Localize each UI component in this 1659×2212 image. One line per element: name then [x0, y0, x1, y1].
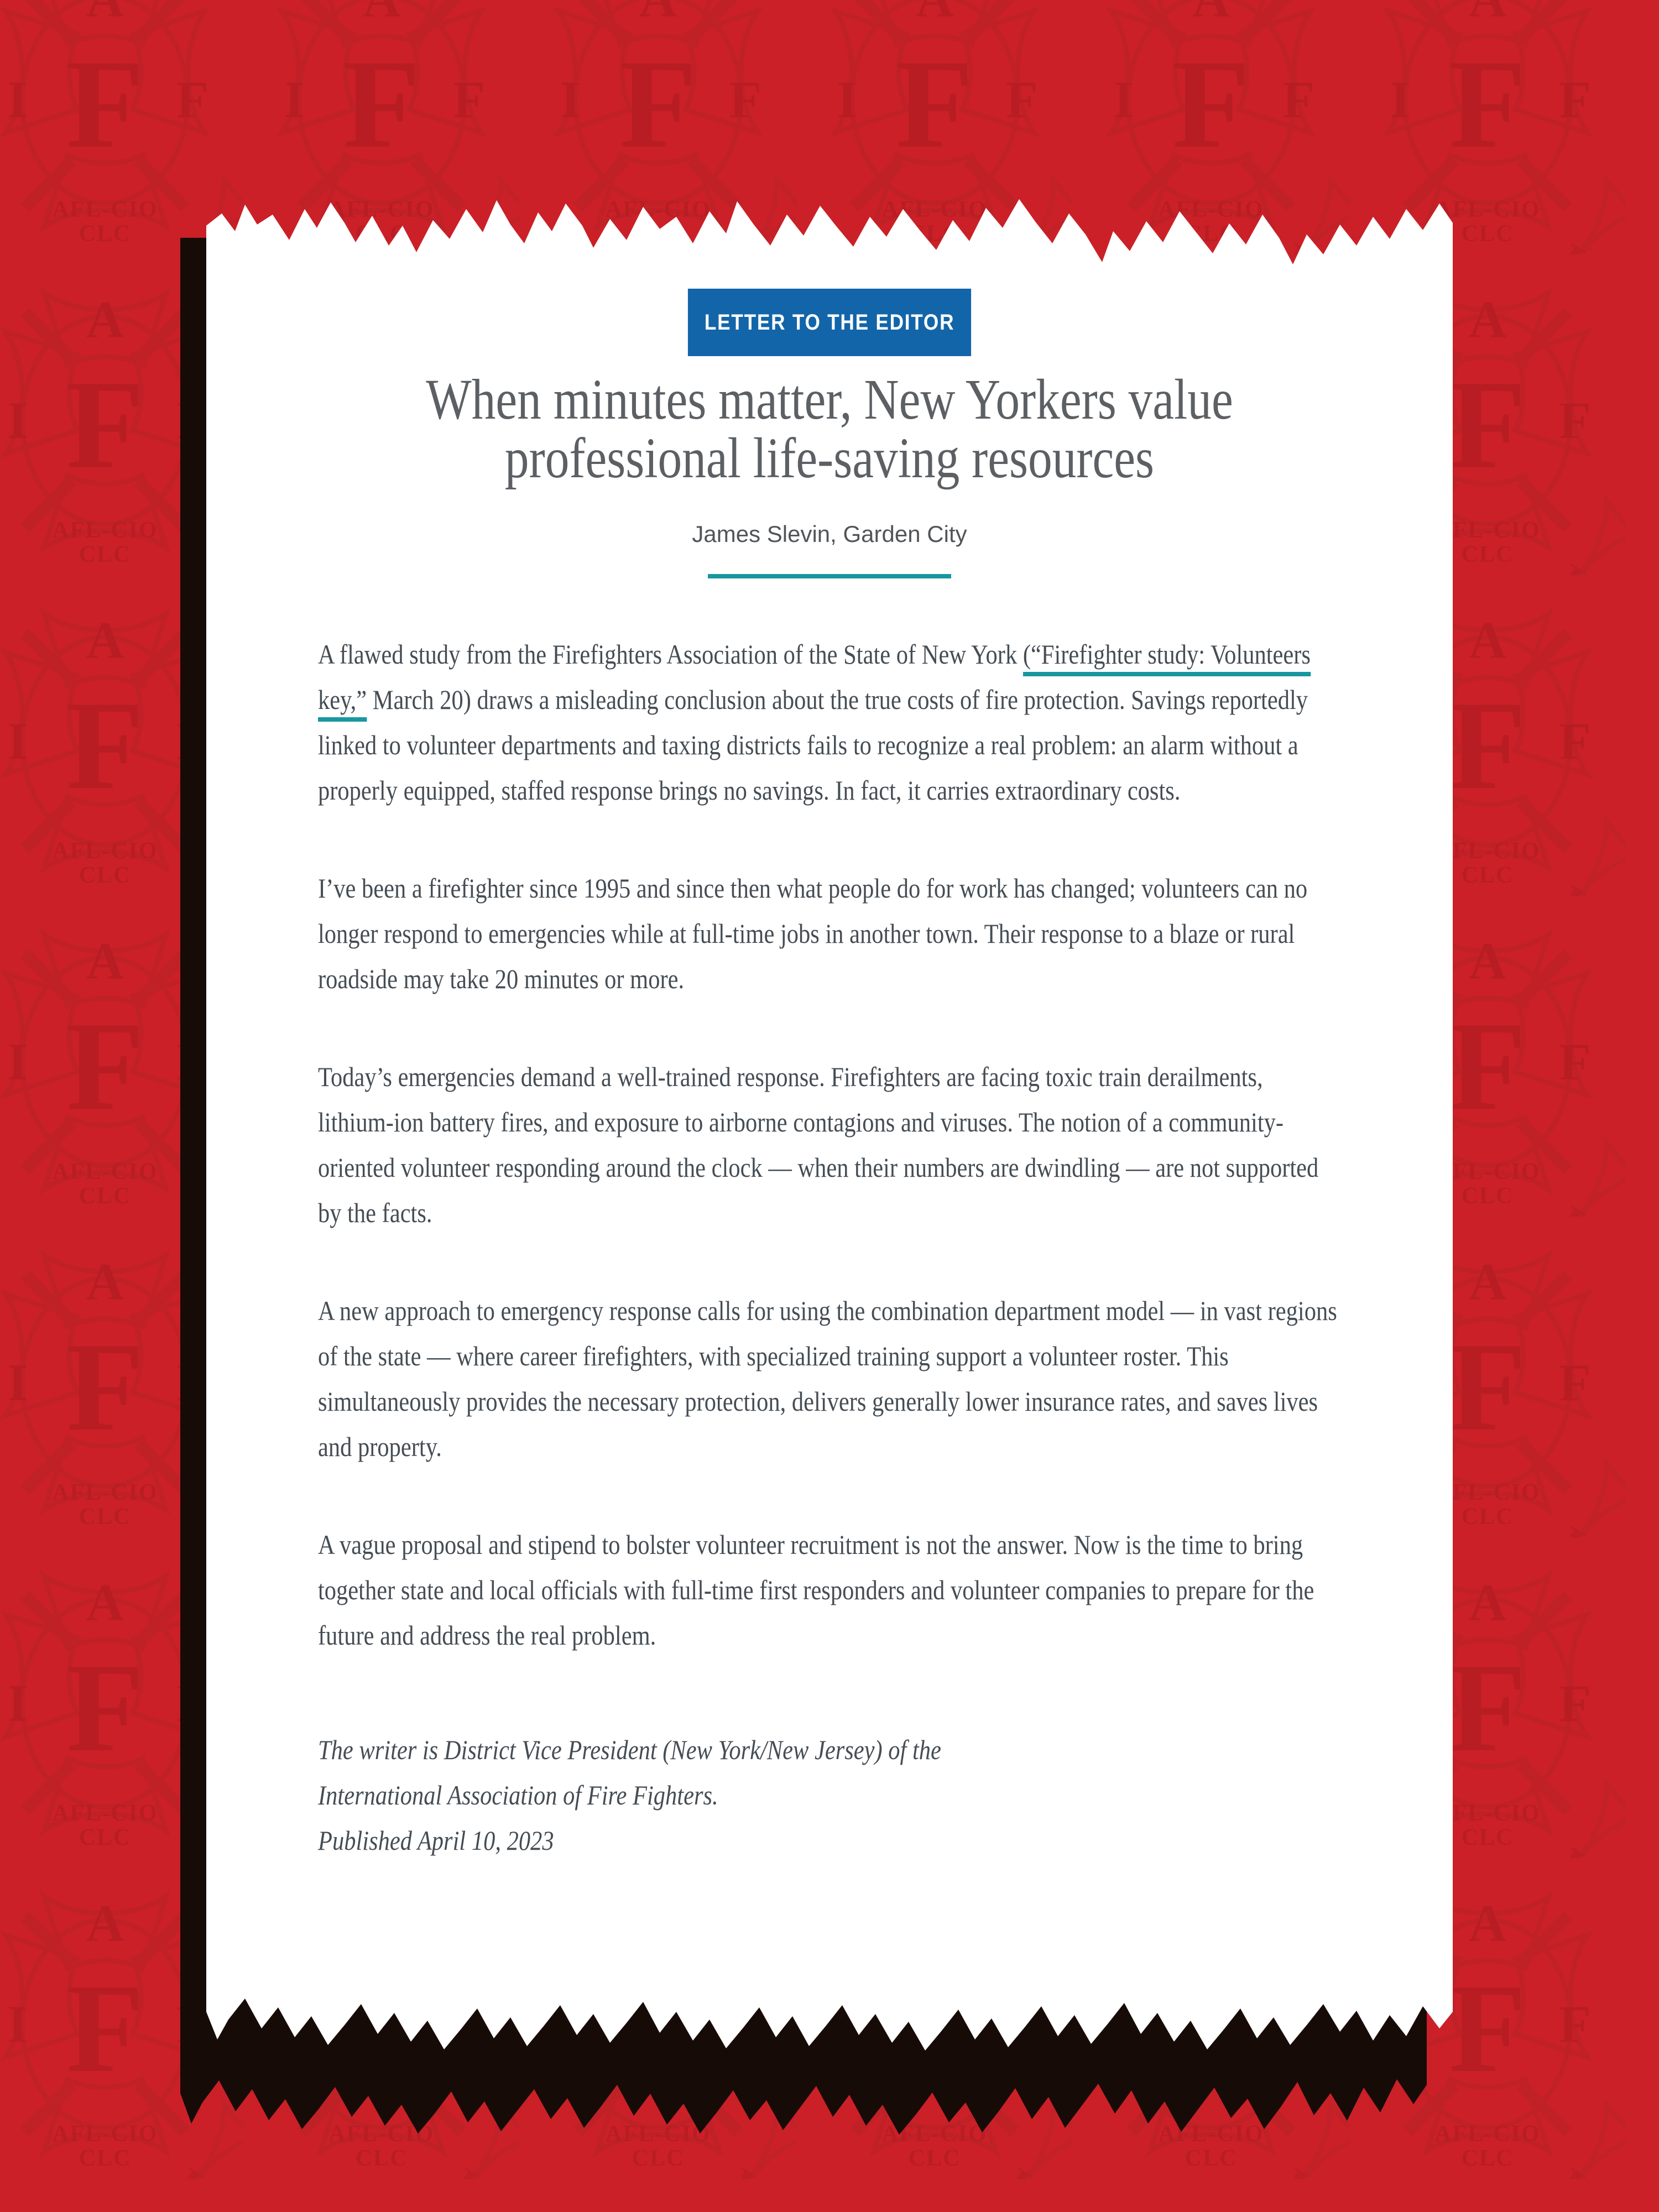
article-paragraph-1 [318, 632, 1340, 813]
firefighter-study-link[interactable]: (“Firefighter study: Volunteers key,” [318, 639, 1311, 722]
letter-to-editor-badge: LETTER TO THE EDITOR [688, 289, 971, 356]
article-body [318, 632, 1340, 1863]
headline-line-2: professional life-saving resources [504, 426, 1155, 490]
paper-shadow-left [180, 238, 208, 2024]
writer-footer-note [318, 1727, 1340, 1818]
article-headline [400, 368, 1259, 490]
footer-note-line-2: International Association of Fire Fighters. [318, 1780, 718, 1811]
article-paragraph-3: Today’s emergencies demand a well-trained response. Firefighters are facing toxic train derailments, lithium-ion battery fires, and exposure to airborne contagions and viruses. The notion of a community-oriented volunteer responding around the clock — when their numbers are dwindling — are not supported by the facts. [318, 1061, 1319, 1228]
clipping-body [206, 267, 1453, 1990]
article-byline: James Slevin, Garden City [692, 521, 967, 547]
torn-top-edge [206, 192, 1453, 267]
footer-note-line-1: The writer is District Vice President (New York/New Jersey) of the [318, 1734, 941, 1765]
byline-divider [708, 574, 951, 578]
newspaper-clipping [206, 192, 1453, 2057]
paragraph-1-text-before-link: A flawed study from the Firefighters Association of the State of New York [318, 639, 1023, 670]
article-paragraph-4: A new approach to emergency response calls for using the combination department model — in vast regions of the state — where career firefighters, with specialized training support a volunteer roster. This simultaneously provides the necessary protection, delivers generally lower insurance rates, and saves lives and property. [318, 1295, 1337, 1462]
article-paragraph-2: I’ve been a firefighter since 1995 and since then what people do for work has changed; volunteers can no longer respond to emergencies while at full-time jobs in another town. Their response to a blaze or rural roadside may take 20 minutes or more. [318, 873, 1308, 994]
article-paragraph-5: A vague proposal and stipend to bolster volunteer recruitment is not the answer. Now is the time to bring together state and local officials with full-time first responders and volunteer companies to prepare for the future and address the real problem. [318, 1529, 1314, 1651]
paragraph-1-text-after-link: March 20) draws a misleading conclusion about the true costs of fire protection. Savings reportedly linked to volunteer departments and taxing districts fails to recognize a real problem: an alarm without a properly equipped, staffed response brings no savings. In fact, it carries extraordinary costs. [318, 684, 1308, 806]
published-date: Published April 10, 2023 [318, 1825, 554, 1856]
torn-bottom-edge [206, 1990, 1453, 2057]
badge-row [318, 267, 1341, 356]
headline-line-1: When minutes matter, New Yorkers value [426, 368, 1233, 431]
